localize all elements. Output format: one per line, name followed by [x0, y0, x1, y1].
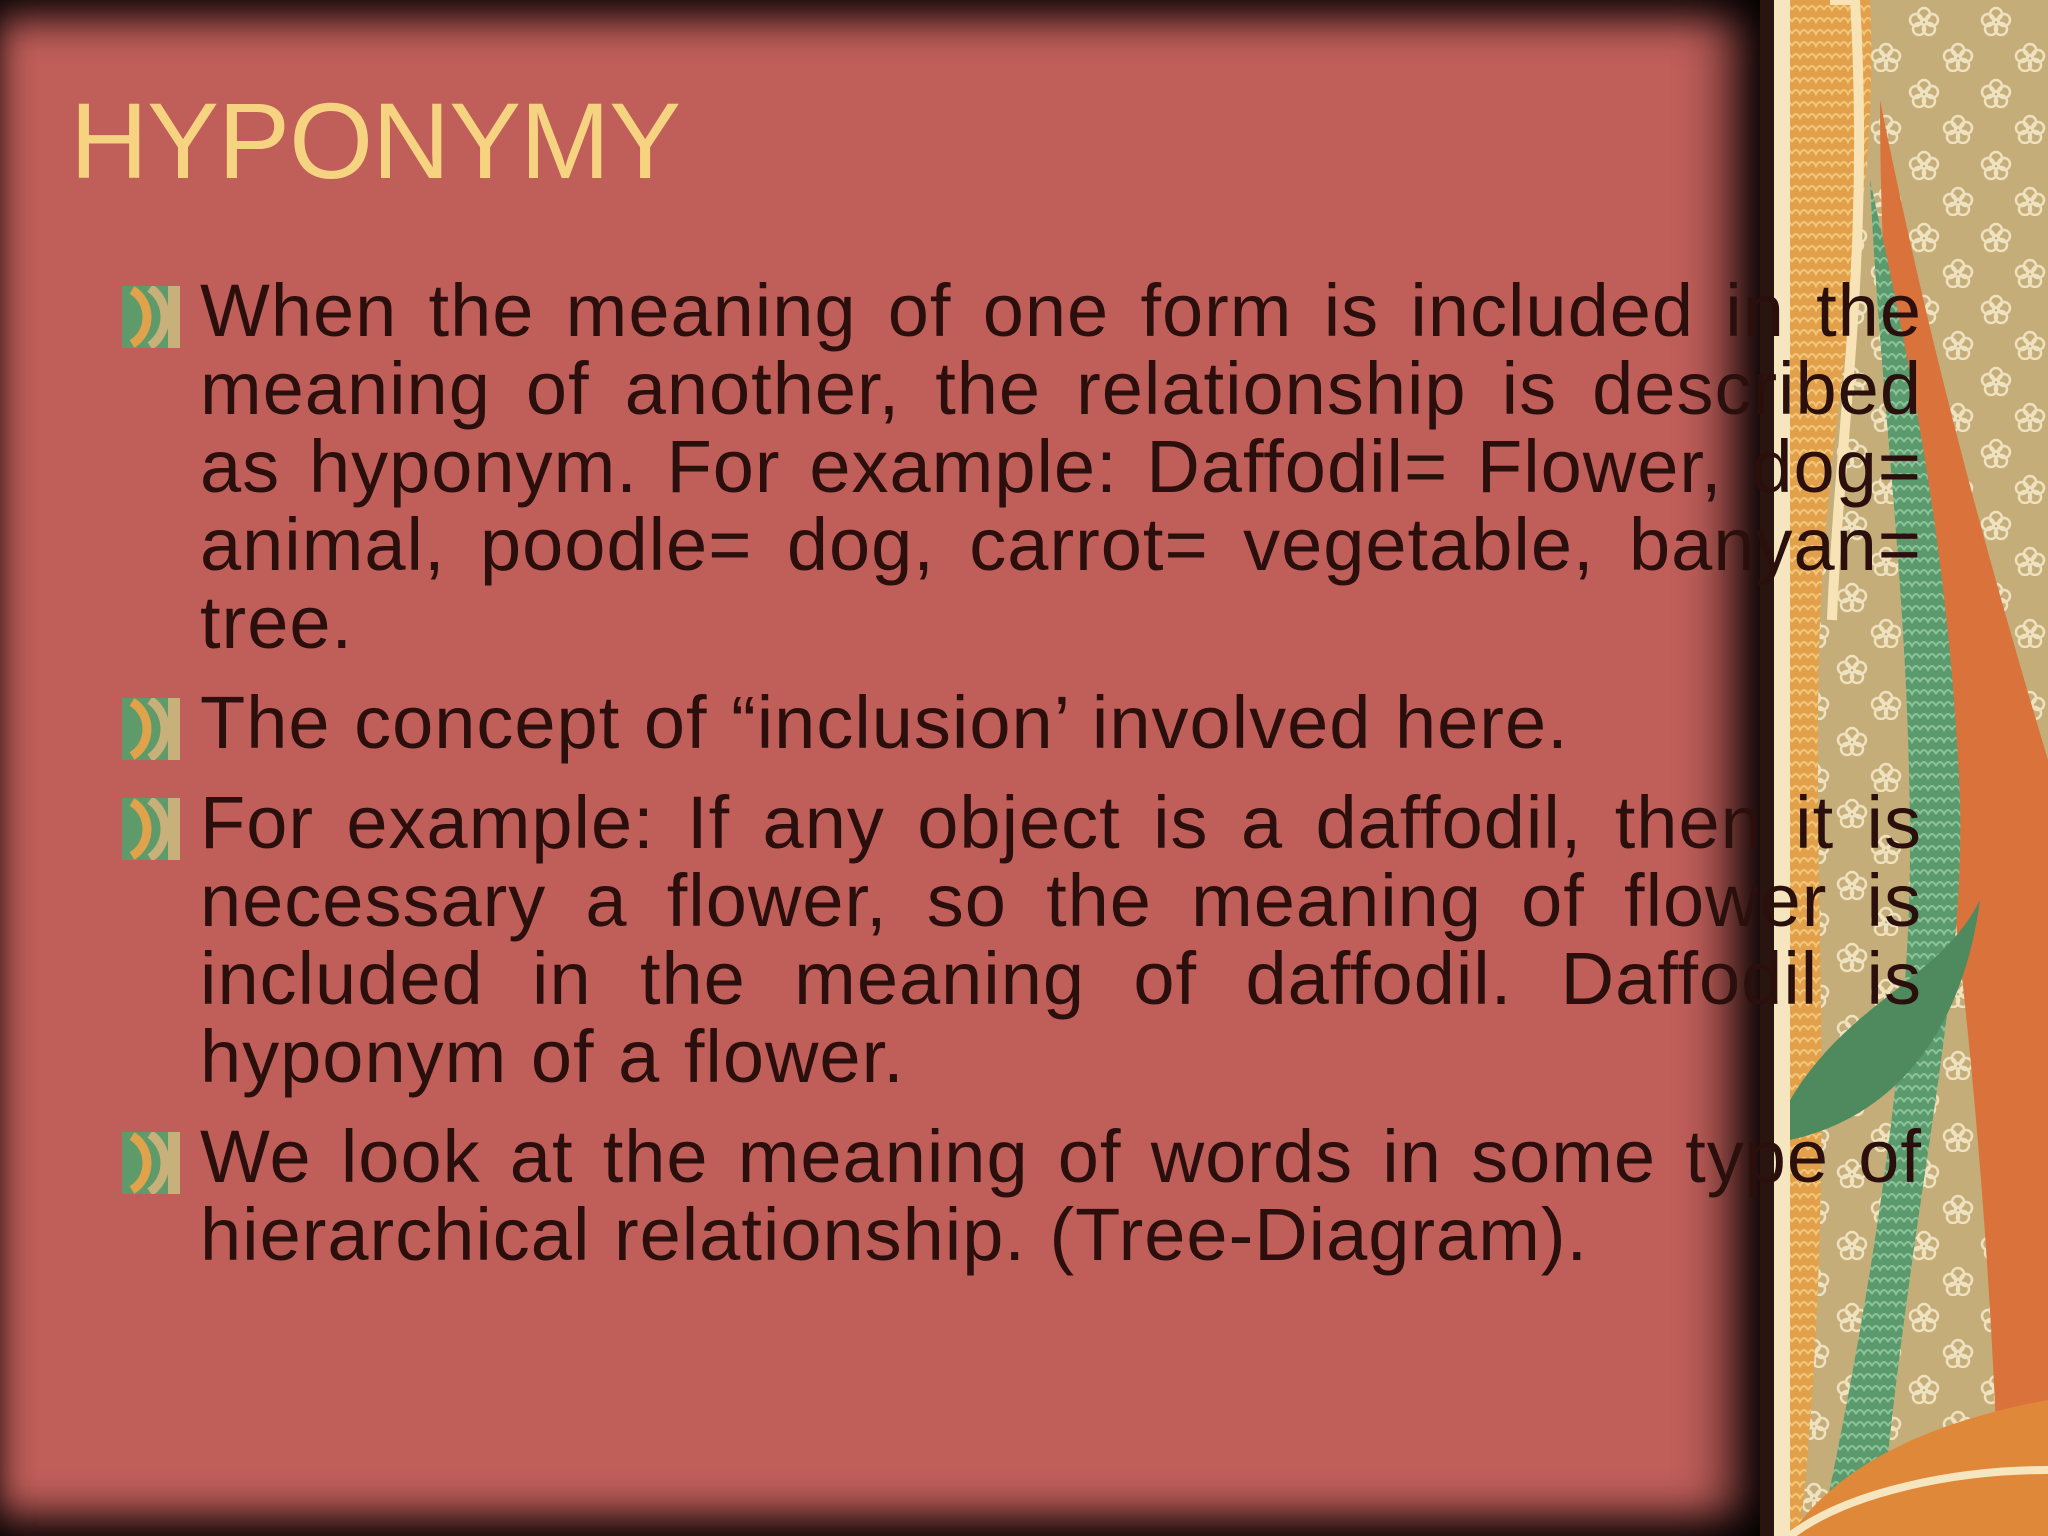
- bullet-item: [122, 1115, 1922, 1276]
- patterned-square-bullet-icon: [122, 286, 180, 348]
- bullet-item: [122, 781, 1922, 1098]
- bullet-text: When the meaning of one form is included in the meaning of another, the relationship is described as hyponym. For example: Daffodil= Flower, dog= animal, poodle= dog, carrot= vegetable, banyan= tree.: [200, 269, 1922, 664]
- slide-title: HYPONYMY: [70, 80, 681, 201]
- bullet-item: [122, 681, 1922, 764]
- bullet-text: The concept of “inclusion’ involved here.: [200, 681, 1569, 764]
- patterned-square-bullet-icon: [122, 698, 180, 760]
- patterned-square-bullet-icon: [122, 798, 180, 860]
- bullet-text: For example: If any object is a daffodil, then it is necessary a flower, so the meaning of flower is included in the meaning of daffodil. Daffodil is hyponym of a flower.: [200, 781, 1922, 1098]
- bullet-item: [122, 269, 1922, 664]
- patterned-square-bullet-icon: [122, 1132, 180, 1194]
- bullet-text: We look at the meaning of words in some type of hierarchical relationship. (Tree-Diagram).: [200, 1115, 1922, 1276]
- bullet-list: [122, 269, 1922, 1296]
